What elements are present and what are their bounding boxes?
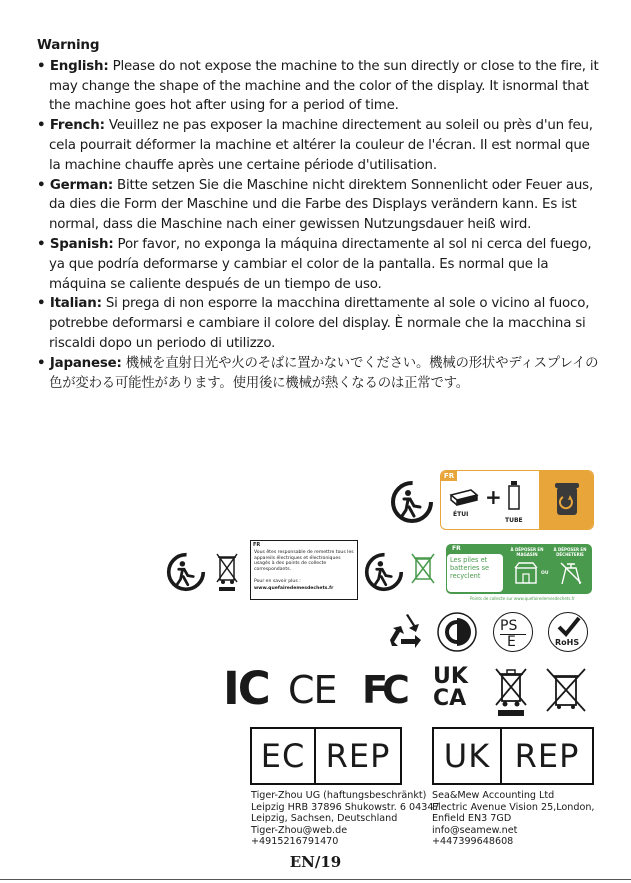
address-line: Enfield EN3 7GD xyxy=(432,813,512,825)
fr-notice-url: www.quefairedemesdechets.fr xyxy=(254,586,334,591)
fr-notice-text: Vous êtes responsable de remettre tous les appareils électriques et électroniques usagés à des points de collecte correspondants. xyxy=(254,550,354,572)
fr-weee-notice xyxy=(250,540,358,600)
checkmark-icon xyxy=(557,616,581,638)
bullet: • xyxy=(37,177,50,193)
triman-info-box xyxy=(440,470,594,530)
tube-icon xyxy=(507,481,521,511)
recycle-bin-icon xyxy=(553,479,581,517)
recycle-icon xyxy=(386,612,426,650)
rohs-label: RoHS xyxy=(555,638,580,647)
uk-rep-right: REP xyxy=(514,737,580,775)
warning-item xyxy=(37,354,599,394)
triman-icon xyxy=(166,552,206,592)
warning-item xyxy=(37,116,599,175)
ec-rep-right: REP xyxy=(325,737,391,775)
battery-footnote: Points de collecte sur www.quefairedemesdechets.fr xyxy=(470,596,575,601)
language-label: Spanish: xyxy=(49,236,114,252)
warning-text: Please do not expose the machine to the sun directly or close to the fire, it may change the shape of the machine and the color of the display. It isnormal that the machine goes hot after using for a period of time. xyxy=(49,58,599,114)
recycling-center-icon xyxy=(558,560,584,586)
pse-top: PS xyxy=(500,618,518,634)
ec-rep-left: EC xyxy=(252,729,316,783)
ukca-mark xyxy=(433,666,468,710)
ukca-top: UK xyxy=(433,664,468,689)
warning-item xyxy=(37,57,599,116)
warning-text: Veuillez ne pas exposer la machine directement au soleil ou près d'un feu, cela pourrait déformer la machine et altérer la couleur de l'écran. Il est normal que la machine chauffe après une certaine période d'utilisation. xyxy=(49,118,593,173)
language-label: Italian: xyxy=(49,296,102,312)
crossed-bin-icon xyxy=(215,552,239,592)
address-line: info@seamew.net xyxy=(432,824,518,836)
address-line: Leipzig, Sachsen, Deutschland xyxy=(251,813,398,825)
pse-mark xyxy=(493,612,533,652)
address-line: Leipzig HRB 37896 Shukowstr. 6 04347 xyxy=(251,801,440,813)
battery-bin-icon xyxy=(544,667,588,713)
ec-rep-label xyxy=(250,727,402,785)
fcc-mark: FC xyxy=(362,668,404,712)
warning-section xyxy=(37,36,599,393)
pse-bottom: E xyxy=(507,634,516,650)
address-line: Tiger-Zhou UG (haftungsbeschränkt) xyxy=(251,790,427,801)
box-icon xyxy=(449,487,479,507)
language-label: French: xyxy=(49,118,105,134)
warning-text: 機械を直射日光や火のそばに置かないでください。機械の形状やディスプレイの色が変わる可能性があります。使用後に機械が熱くなるのは正常です。 xyxy=(49,355,599,391)
address-line: +447399648608 xyxy=(432,836,514,848)
etui-label: ÉTUI xyxy=(453,511,469,518)
fr-tag: FR xyxy=(452,545,461,552)
uk-rep-address xyxy=(432,790,594,848)
language-label: German: xyxy=(49,177,113,193)
address-line: Tiger-Zhou@web.de xyxy=(251,824,348,836)
address-line: Electric Avenue Vision 25,London, xyxy=(432,801,595,813)
fr-label: FR xyxy=(253,542,261,548)
green-dot-icon xyxy=(437,612,477,652)
triman-icon xyxy=(364,552,404,592)
rohs-mark xyxy=(548,612,588,652)
warning-item xyxy=(37,294,599,353)
store-label: À DÉPOSER EN MAGASIN xyxy=(510,547,544,557)
uk-rep-left: UK xyxy=(434,729,502,783)
dechetterie-label: À DÉPOSER EN DÉCHETERIE xyxy=(553,547,587,557)
bullet: • xyxy=(37,58,50,74)
bullet: • xyxy=(37,236,50,252)
language-label: English: xyxy=(49,58,109,74)
address-line: +4915216791470 xyxy=(251,836,339,848)
warning-item xyxy=(37,235,599,294)
ic-mark: IC xyxy=(223,662,269,715)
page-number: EN/19 xyxy=(289,853,342,871)
or-label: OU xyxy=(541,571,549,576)
warning-text: Por favor, no exponga la máquina directamente al sol ni cerca del fuego, ya que podría deformarse y cambiar el color de la pantalla. Es normal que la máquina se caliente después de un tiempo de uso. xyxy=(49,236,592,292)
battery-recycling-box xyxy=(446,544,592,594)
fr-notice-more: Pour en savoir plus : xyxy=(254,579,301,584)
bullet: • xyxy=(37,355,50,371)
triman-icon xyxy=(390,480,434,524)
ce-mark: CE xyxy=(288,668,337,712)
uk-rep-label xyxy=(432,727,594,785)
bullet: • xyxy=(37,296,50,312)
tube-label: TUBE xyxy=(505,517,523,524)
shop-icon xyxy=(514,562,538,584)
warning-text: Si prega di non esporre la macchina direttamente al sole o vicino al fuoco, potrebbe deformarsi e cambiare il colore del display. È normale che la macchina si riscaldi dopo un periodo di utilizzo. xyxy=(49,296,590,351)
language-label: Japanese: xyxy=(49,355,122,371)
warning-title: Warning xyxy=(37,37,100,53)
warning-item xyxy=(37,176,599,235)
weee-bin-icon xyxy=(494,667,528,717)
plus-sign: + xyxy=(485,485,502,509)
ukca-bottom: CA xyxy=(433,686,467,711)
battery-crossed-bin-icon xyxy=(409,551,437,591)
fr-tag: FR xyxy=(441,471,457,481)
bottom-divider xyxy=(0,879,631,880)
address-line: Sea&Mew Accounting Ltd xyxy=(432,790,555,801)
warning-text: Bitte setzen Sie die Maschine nicht direktem Sonnenlicht oder Feuer aus, da dies die Form der Maschine und die Farbe des Displays verändern kann. Es ist normal, dass die Maschine nach einer gewissen Nutzungsdauer heiß wird. xyxy=(49,177,594,233)
ec-rep-address xyxy=(251,790,440,848)
bullet: • xyxy=(37,118,50,134)
battery-main-text: Les piles et batteries se recyclent xyxy=(450,556,490,580)
